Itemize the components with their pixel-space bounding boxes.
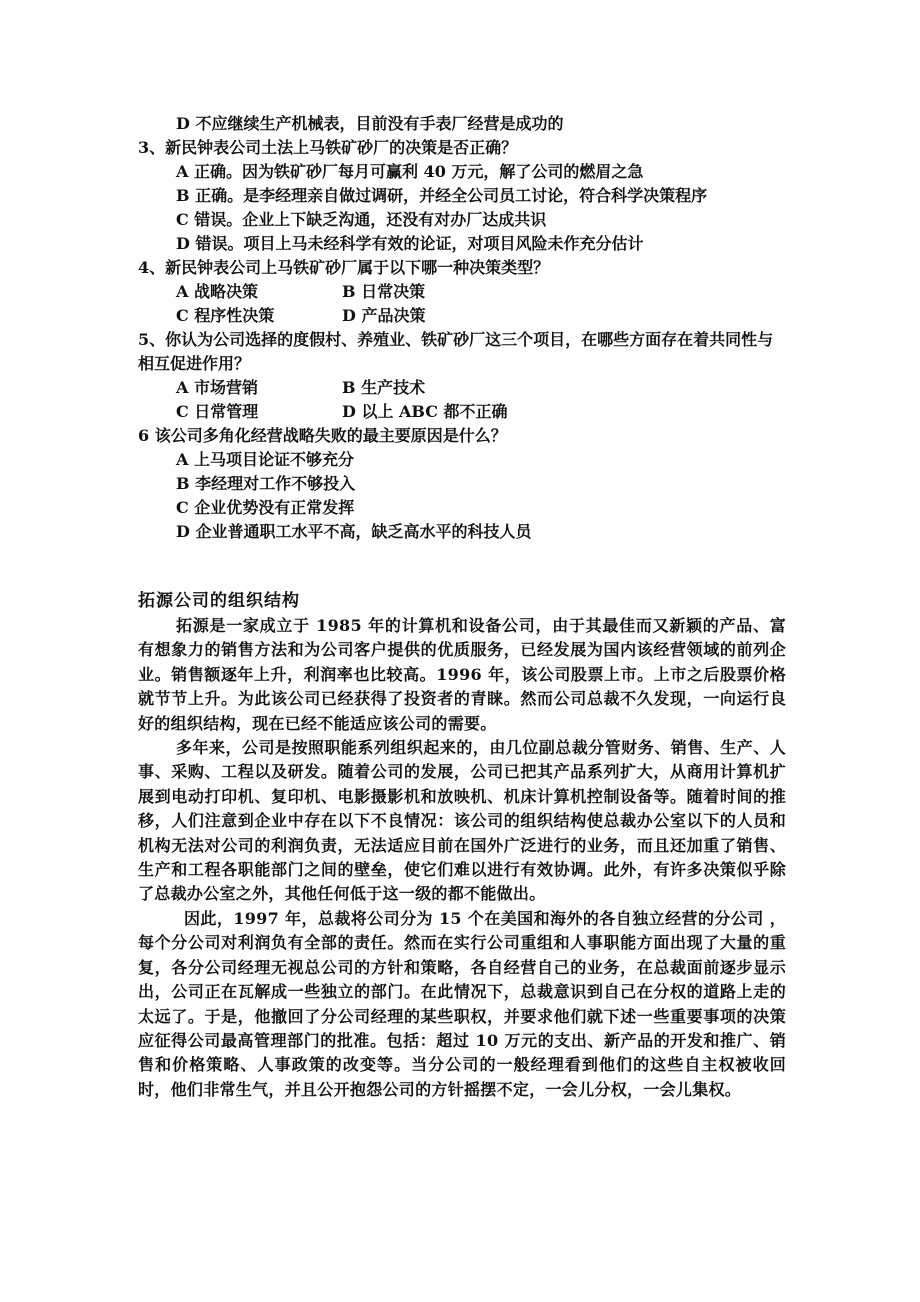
q4-question: 4、新民钟表公司上马铁矿砂厂属于以下哪一种决策类型？ xyxy=(138,258,550,277)
q4-option-a: A 战略决策 xyxy=(176,282,258,301)
document-page xyxy=(138,112,786,1102)
case-paragraph-2: 多年来，公司是按照职能系列组织起来的，由几位副总裁分管财务、销售、生产、人事、采购、工程以及研发。随着公司的发展，公司已把其产品系列扩大，从商用计算机扩展到电动打印机、复印机、电影摄影机和放映机、机床计算机控制设备等。随着时间的推移，人们注意到企业中存在以下不良情况：该公司的组织结构使总裁办公室以下的人员和机构无法对公司的利润负责，无法适应目前在国外广泛进行的业务，而且还加重了销售、生产和工程各职能部门之间的壁垒，使它们难以进行有效协调。此外，有许多决策似乎除了总裁办公室之外，其他任何低于这一级的都不能做出。 xyxy=(138,738,786,904)
q6-option-a: A 上马项目论证不够充分 xyxy=(176,450,354,469)
q6-question: 6 该公司多角化经营战略失败的最主要原因是什么？ xyxy=(138,426,507,445)
q3-question: 3、新民钟表公司土法上马铁矿砂厂的决策是否正确？ xyxy=(138,138,518,157)
q6-option-c: C 企业优势没有正常发挥 xyxy=(176,498,355,517)
q2-option-d: D 不应继续生产机械表，目前没有手表厂经营是成功的 xyxy=(176,114,564,133)
q4-option-b: B 日常决策 xyxy=(342,282,426,301)
spacer xyxy=(138,544,786,588)
q4-options-row-2 xyxy=(138,304,786,328)
q3-option-a: A 正确。因为铁矿砂厂每月可赢利 40 万元，解了公司的燃眉之急 xyxy=(176,162,644,181)
q6-option-d: D 企业普通职工水平不高，缺乏高水平的科技人员 xyxy=(176,522,532,541)
q4-option-d: D 产品决策 xyxy=(342,306,426,325)
case-paragraph-1: 拓源是一家成立于 1985 年的计算机和设备公司，由于其最佳而又新颖的产品、富有想象力的销售方法和为公司客户提供的优质服务，已经发展为国内该经营领域的前列企业。销售额逐年上升，利润率也比较高。1996 年，该公司股票上市。上市之后股票价格就节节上升。为此该公司已经获得了投资者的青睐。然而公司总裁不久发现，一向运行良好的组织结构，现在已经不能适应该公司的需要。 xyxy=(138,616,786,733)
q4-options-row-1 xyxy=(138,280,786,304)
q3-option-d: D 错误。项目上马未经科学有效的论证，对项目风险未作充分估计 xyxy=(176,234,644,253)
q4-option-c: C 程序性决策 xyxy=(176,306,275,325)
q5-option-d: D 以上 ABC 都不正确 xyxy=(342,402,508,421)
case-title: 拓源公司的组织结构 xyxy=(138,591,300,611)
q3-option-b: B 正确。是李经理亲自做过调研，并经全公司员工讨论，符合科学决策程序 xyxy=(176,186,708,205)
q5-option-b: B 生产技术 xyxy=(342,378,426,397)
case-paragraph-3: 因此，1997 年，总裁将公司分为 15 个在美国和海外的各自独立经营的分公司 ，每个分公司对利润负有全部的责任。然而在实行公司重组和人事职能方面出现了大量的重复，各分公司经理无视总公司的方针和策略，各自经营自己的业务，在总裁面前逐步显示出，公司正在瓦解成一些独立的部门。在此情况下，总裁意识到自己在分权的道路上走的太远了。于是，他撤回了分公司经理的某些职权，并要求他们就下述一些重要事项的决策应征得公司最高管理部门的批准。包括：超过 10 万元的支出、新产品的开发和推广、销售和价格策略、人事政策的改变等。当分公司的一般经理看到他们的这些自主权被收回时，他们非常生气，并且公开抱怨公司的方针摇摆不定，一会儿分权，一会儿集权。 xyxy=(138,908,786,1099)
q5-options-row-1 xyxy=(138,376,786,400)
q5-question: 5、你认为公司选择的度假村、养殖业、铁矿砂厂这三个项目，在哪些方面存在着共同性与相互促进作用？ xyxy=(138,330,774,373)
q3-option-c: C 错误。企业上下缺乏沟通，还没有对办厂达成共识 xyxy=(176,210,547,229)
q6-option-b: B 李经理对工作不够投入 xyxy=(176,474,356,493)
q5-options-row-2 xyxy=(138,400,786,424)
q5-option-c: C 日常管理 xyxy=(176,402,259,421)
q5-option-a: A 市场营销 xyxy=(176,378,258,397)
